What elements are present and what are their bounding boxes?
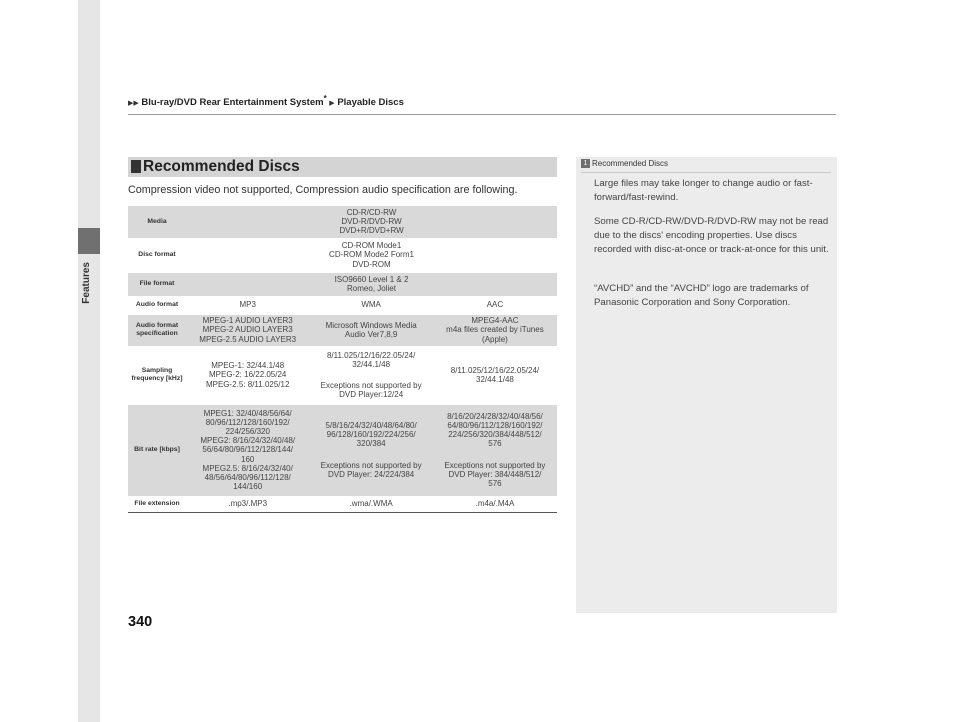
intro-text: Compression video not supported, Compression audio specification are following.	[128, 184, 518, 196]
cell-line: 8/11.025/12/16/22.05/24/	[450, 365, 540, 375]
note-paragraph: Some CD-R/CD-RW/DVD-R/DVD-RW may not be read due to the discs' encoding properties. Use discs recorded with disc-at-once or track-at-once for this unit.	[594, 216, 829, 255]
notes-panel	[576, 157, 837, 613]
breadcrumb-part1[interactable]: Blu-ray/DVD Rear Entertainment System	[141, 97, 324, 109]
side-tab	[78, 0, 100, 722]
cell-line: 48/56/64/80/96/112/128/	[204, 472, 291, 482]
cell-line: Romeo, Joliet	[347, 284, 396, 293]
cell-line: AAC	[486, 300, 504, 310]
cell-line: 32/44.1/48	[476, 375, 514, 384]
cell-line: 64/80/96/112/128/160/192/	[447, 421, 543, 431]
cell-line: MPEG-2.5 AUDIO LAYER3	[199, 334, 297, 344]
cell-line: 32/44.1/48	[352, 359, 391, 369]
table-cell	[309, 296, 432, 314]
breadcrumb	[128, 94, 404, 108]
note-paragraph: “AVCHD” and the “AVCHD” logo are trademarks of Panasonic Corporation and Sony Corporation.	[594, 283, 809, 308]
table-cell	[433, 346, 557, 404]
row-header: Media	[128, 206, 186, 238]
asterisk: *	[323, 94, 327, 103]
cell-line: 8/11.025/12/16/22.05/24/	[326, 350, 416, 360]
row-header: Bit rate [kbps]	[128, 404, 186, 496]
table-cell	[186, 496, 309, 512]
cell-line: 224/256/320/384/448/512/	[448, 430, 542, 440]
cell-line: DVD-R/DVD-RW	[341, 217, 402, 227]
cell-line: CD-ROM Mode1	[341, 241, 402, 251]
table-row	[128, 206, 557, 238]
note-number-badge: 1	[581, 159, 590, 168]
cell-line: .wma/.WMA	[349, 499, 393, 509]
table-cell	[433, 314, 557, 346]
cell-line: MP3	[239, 300, 256, 310]
cell-line: 576	[488, 439, 502, 449]
section-title: Recommended Discs	[143, 158, 300, 175]
table-row	[128, 238, 557, 272]
cell-line: MPEG1: 32/40/48/56/64/	[203, 408, 292, 418]
table-cell	[433, 296, 557, 314]
side-tab-marker	[78, 228, 100, 254]
page-number: 340	[128, 614, 153, 630]
cell-line: Exceptions not supported by	[444, 460, 546, 470]
row-header: Sampling frequency [kHz]	[131, 367, 183, 382]
notes-title-text: Recommended Discs	[592, 159, 669, 168]
cell-line: MPEG4-AAC	[471, 316, 519, 326]
row-header: Disc format	[138, 251, 176, 259]
table-cell	[186, 296, 309, 314]
cell-line: DVD-ROM	[352, 259, 391, 269]
cell-line: (Apple)	[482, 334, 508, 344]
table-row	[128, 296, 557, 314]
cell-line: 8/16/20/24/28/32/40/48/56/	[447, 411, 543, 421]
cell-line: MPEG-2.5: 8/11.025/12	[205, 379, 290, 389]
cell-line: MPEG2.5: 8/16/24/32/40/	[202, 463, 293, 473]
notes-title	[581, 159, 668, 168]
table-cell	[186, 206, 557, 238]
table-row	[128, 346, 557, 404]
cell-line	[435, 449, 555, 461]
cell-line: 576	[488, 478, 502, 488]
cell-line: CD-ROM Mode2 Form1	[329, 250, 414, 260]
table-row	[128, 314, 557, 346]
cell-line: 5/8/16/24/32/40/48/64/80/	[325, 421, 417, 431]
cell-line: 224/256/320	[225, 427, 270, 437]
cell-line	[311, 369, 430, 381]
spec-table	[128, 206, 557, 513]
cell-line: CD-R/CD-RW	[346, 207, 397, 217]
cell-line: Microsoft Windows Media	[325, 320, 417, 330]
cell-line: MPEG-2: 16/22.05/24	[209, 370, 287, 380]
table-row	[128, 272, 557, 296]
table-cell	[186, 238, 557, 272]
cell-line: 160	[241, 454, 255, 464]
cell-line: 80/96/112/128/160/192/	[205, 417, 290, 427]
section-heading	[128, 157, 557, 177]
cell-line: ISO9660 Level 1 & 2	[334, 274, 409, 284]
cell-line: DVD Player:12/24	[339, 390, 404, 400]
table-cell	[309, 404, 432, 496]
cell-line: WMA	[361, 300, 381, 310]
table-cell	[186, 272, 557, 296]
cell-line: Audio Ver7,8,9	[344, 330, 398, 339]
row-header: File format	[128, 272, 186, 296]
cell-line: 144/160	[233, 482, 263, 492]
cell-line: DVD+R/DVD+RW	[339, 226, 404, 236]
table-row	[128, 404, 557, 496]
cell-line: DVD Player: 24/224/384	[327, 469, 415, 479]
triangle-icon: ▶▶	[128, 100, 139, 108]
cell-line: MPEG-2 AUDIO LAYER3	[202, 325, 293, 335]
cell-line: 96/128/160/192/224/256/	[326, 430, 416, 440]
notes-divider	[581, 172, 831, 173]
table-cell	[433, 496, 557, 512]
cell-line: MPEG-1: 32/44.1/48	[211, 361, 285, 371]
header-divider	[128, 114, 836, 115]
note-paragraph: Large files may take longer to change audio or fast-forward/fast-rewind.	[594, 178, 813, 203]
cell-line: Exceptions not supported by	[320, 460, 422, 470]
cell-line: DVD Player: 384/448/512/	[448, 469, 542, 479]
table-cell	[309, 496, 432, 512]
cell-line: .m4a/.M4A	[475, 499, 515, 509]
table-cell	[186, 404, 309, 496]
cell-line: 56/64/80/96/112/128/144/	[202, 445, 293, 455]
table-cell	[186, 314, 309, 346]
cell-line: .mp3/.MP3	[228, 499, 268, 509]
table-cell	[309, 346, 432, 404]
cell-line: Exceptions not supported by	[320, 381, 422, 390]
table-cell	[309, 314, 432, 346]
square-icon	[131, 160, 141, 173]
row-header: Audio format specification	[128, 314, 186, 346]
cell-line	[311, 449, 430, 461]
cell-line: MPEG-1 AUDIO LAYER3	[202, 316, 293, 326]
table-row	[128, 496, 557, 512]
cell-line: MPEG2: 8/16/24/32/40/48/	[200, 436, 296, 446]
side-tab-label: Features	[81, 262, 92, 304]
breadcrumb-part2[interactable]: Playable Discs	[337, 97, 404, 109]
cell-line: 320/384	[356, 439, 386, 449]
table-cell	[433, 404, 557, 496]
table-cell	[186, 346, 309, 404]
triangle-icon: ▶	[329, 100, 335, 108]
row-header: Audio format	[135, 301, 179, 309]
row-header: File extension	[134, 500, 180, 508]
cell-line: m4a files created by iTunes	[446, 325, 544, 335]
